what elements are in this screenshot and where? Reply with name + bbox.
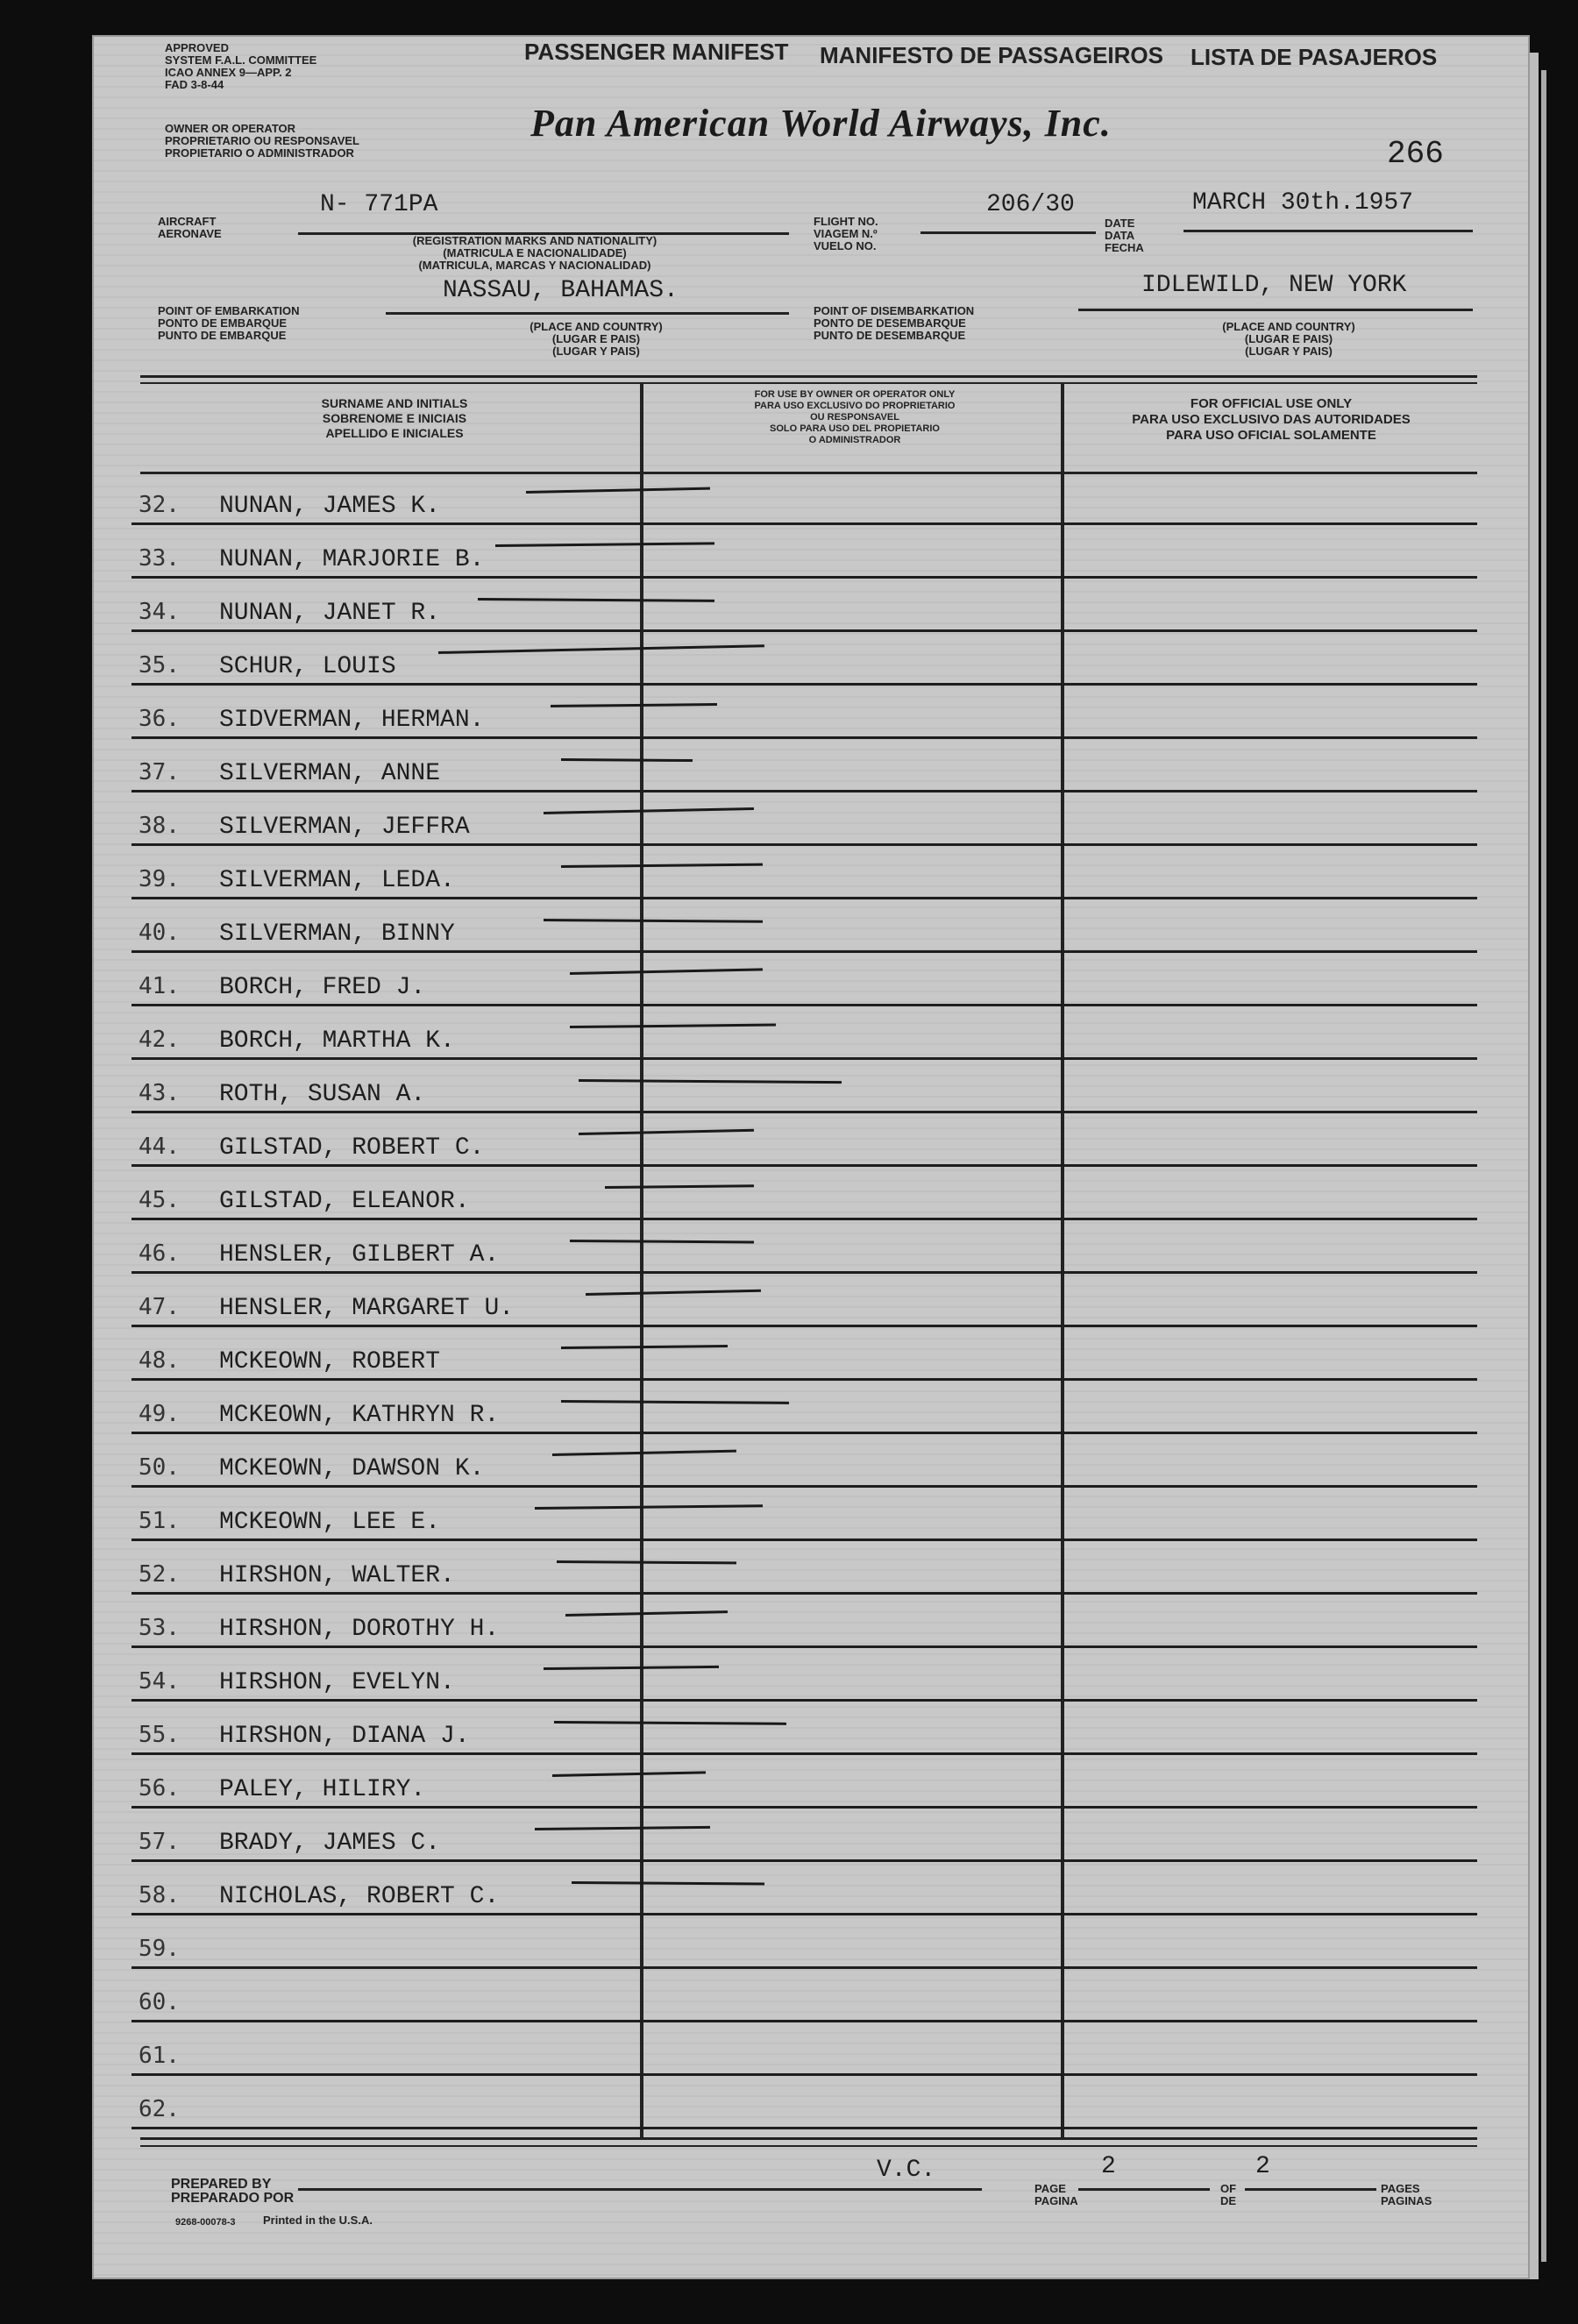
check-mark bbox=[570, 1024, 776, 1028]
of-value: 2 bbox=[1255, 2153, 1270, 2180]
embarkation-rule bbox=[386, 312, 789, 315]
passenger-name: HENSLER, GILBERT A. bbox=[219, 1241, 500, 1269]
passenger-name: HENSLER, MARGARET U. bbox=[219, 1295, 515, 1322]
passenger-number: 44. bbox=[139, 1134, 180, 1160]
header-manifesto: MANIFESTO DE PASSAGEIROS bbox=[820, 42, 1163, 68]
column-header-names: SURNAME AND INITIALS SOBRENOME E INICIAIS APELLIDO E INICIALES bbox=[321, 396, 468, 440]
table-row bbox=[132, 2076, 1477, 2129]
header-lista: LISTA DE PASAJEROS bbox=[1191, 44, 1438, 70]
table-row bbox=[132, 1167, 1477, 1220]
table-row bbox=[132, 1809, 1477, 1862]
passenger-number: 45. bbox=[139, 1187, 180, 1213]
passenger-number: 53. bbox=[139, 1615, 180, 1641]
row-rule bbox=[132, 2127, 1477, 2129]
table-row bbox=[132, 525, 1477, 579]
prepared-by-rule bbox=[298, 2188, 982, 2191]
disembarkation-value: IDLEWILD, NEW YORK bbox=[1141, 272, 1407, 299]
check-mark bbox=[535, 1826, 710, 1830]
passenger-number: 60. bbox=[139, 1989, 180, 2015]
passenger-number: 47. bbox=[139, 1294, 180, 1320]
passenger-name: HIRSHON, DOROTHY H. bbox=[219, 1616, 500, 1643]
disembarkation-label: POINT OF DISEMBARKATION PONTO DE DESEMBARQUE PUNTO DE DESEMBARQUE bbox=[814, 304, 975, 342]
passenger-number: 43. bbox=[139, 1080, 180, 1106]
passenger-number: 50. bbox=[139, 1454, 180, 1481]
approval-note: APPROVED SYSTEM F.A.L. COMMITTEE ICAO ANNEX 9—APP. 2 FAD 3-8-44 bbox=[165, 41, 317, 91]
passenger-number: 42. bbox=[139, 1027, 180, 1053]
check-mark bbox=[579, 1129, 754, 1135]
table-row bbox=[132, 899, 1477, 953]
table-row bbox=[132, 792, 1477, 846]
passenger-name: NICHOLAS, ROBERT C. bbox=[219, 1883, 500, 1910]
passenger-number: 32. bbox=[139, 492, 180, 518]
table-row bbox=[132, 739, 1477, 792]
page-rule bbox=[1078, 2188, 1210, 2191]
table-row bbox=[132, 1060, 1477, 1113]
passenger-number: 37. bbox=[139, 759, 180, 785]
check-mark bbox=[605, 1184, 754, 1189]
embarkation-value: NASSAU, BAHAMAS. bbox=[443, 277, 679, 304]
check-mark bbox=[495, 542, 714, 547]
table-row bbox=[132, 1434, 1477, 1488]
flight-label: FLIGHT NO. VIAGEM N.º VUELO NO. bbox=[814, 215, 878, 252]
check-mark bbox=[586, 1290, 761, 1296]
table-row bbox=[132, 1327, 1477, 1381]
check-mark bbox=[544, 1666, 719, 1670]
passenger-number: 59. bbox=[139, 1936, 180, 1962]
passenger-number: 34. bbox=[139, 599, 180, 625]
table-row bbox=[132, 1755, 1477, 1809]
passenger-name: NUNAN, MARJORIE B. bbox=[219, 546, 485, 573]
check-mark bbox=[552, 1771, 706, 1777]
check-mark bbox=[557, 1560, 736, 1564]
passenger-number: 61. bbox=[139, 2043, 180, 2069]
passenger-number: 52. bbox=[139, 1561, 180, 1588]
prepared-by-label: PREPARED BY PREPARADO POR bbox=[171, 2177, 295, 2206]
check-mark bbox=[579, 1079, 842, 1084]
page-stamp-number: 266 bbox=[1387, 136, 1444, 172]
table-row bbox=[132, 1113, 1477, 1167]
table-top-rule bbox=[140, 375, 1477, 378]
check-mark bbox=[526, 487, 710, 494]
table-top-rule-2 bbox=[140, 382, 1477, 384]
passenger-number: 51. bbox=[139, 1508, 180, 1534]
passenger-name: SIDVERMAN, HERMAN. bbox=[219, 707, 485, 734]
table-row bbox=[132, 1220, 1477, 1274]
passenger-name: MCKEOWN, ROBERT bbox=[219, 1348, 441, 1375]
embarkation-label: POINT OF EMBARKATION PONTO DE EMBARQUE PUNTO DE EMBARQUE bbox=[158, 304, 300, 342]
check-mark bbox=[561, 1345, 728, 1349]
date-label: DATE DATA FECHA bbox=[1105, 217, 1144, 254]
passenger-number: 49. bbox=[139, 1401, 180, 1427]
passenger-number: 46. bbox=[139, 1240, 180, 1267]
right-page-edge-2 bbox=[1541, 70, 1546, 2262]
passenger-name: SILVERMAN, BINNY bbox=[219, 920, 455, 948]
pages-label: PAGES PAGINAS bbox=[1381, 2182, 1432, 2207]
passenger-number: 36. bbox=[139, 706, 180, 732]
aircraft-label: AIRCRAFT AERONAVE bbox=[158, 215, 222, 240]
table-row bbox=[132, 1969, 1477, 2022]
check-mark bbox=[535, 1504, 763, 1510]
passenger-number: 35. bbox=[139, 652, 180, 679]
table-bottom-rule bbox=[140, 2137, 1477, 2140]
passenger-number: 38. bbox=[139, 813, 180, 839]
passenger-number: 33. bbox=[139, 545, 180, 572]
check-mark bbox=[544, 919, 763, 923]
check-mark bbox=[438, 644, 764, 654]
table-row bbox=[132, 632, 1477, 686]
check-mark bbox=[565, 1610, 728, 1617]
passenger-name: SILVERMAN, LEDA. bbox=[219, 867, 455, 894]
passenger-name: HIRSHON, EVELYN. bbox=[219, 1669, 455, 1696]
prepared-by-value: V.C. bbox=[877, 2157, 936, 2184]
company-name: Pan American World Airways, Inc. bbox=[530, 102, 1112, 145]
passenger-number: 58. bbox=[139, 1882, 180, 1908]
passenger-name: HIRSHON, WALTER. bbox=[219, 1562, 455, 1589]
table-row bbox=[132, 1702, 1477, 1755]
passenger-name: SILVERMAN, JEFFRA bbox=[219, 814, 470, 841]
table-row bbox=[132, 1488, 1477, 1541]
table-row bbox=[132, 1541, 1477, 1595]
printed-note: Printed in the U.S.A. bbox=[263, 2214, 373, 2227]
disembarkation-rule bbox=[1078, 309, 1473, 311]
table-row bbox=[132, 1274, 1477, 1327]
page-label: PAGE PAGINA bbox=[1034, 2182, 1078, 2207]
check-mark bbox=[572, 1881, 764, 1886]
passenger-number: 62. bbox=[139, 2096, 180, 2122]
passenger-name: SCHUR, LOUIS bbox=[219, 653, 396, 680]
passenger-name: SILVERMAN, ANNE bbox=[219, 760, 441, 787]
column-header-official: FOR OFFICIAL USE ONLY PARA USO EXCLUSIVO DAS AUTORIDADES PARA USO OFICIAL SOLAMENTE bbox=[1132, 396, 1411, 443]
date-rule bbox=[1184, 230, 1473, 232]
passenger-number: 56. bbox=[139, 1775, 180, 1802]
check-mark bbox=[478, 598, 714, 602]
table-row bbox=[132, 1648, 1477, 1702]
passenger-name: PALEY, HILIRY. bbox=[219, 1776, 426, 1803]
passenger-name: BRADY, JAMES C. bbox=[219, 1830, 441, 1857]
passenger-name: GILSTAD, ROBERT C. bbox=[219, 1134, 485, 1162]
embarkation-caption: (PLACE AND COUNTRY) (LUGAR E PAIS) (LUGAR Y PAIS) bbox=[530, 320, 663, 358]
check-mark bbox=[552, 1450, 736, 1456]
passenger-name: BORCH, MARTHA K. bbox=[219, 1027, 455, 1055]
table-row bbox=[132, 472, 1477, 525]
flight-rule bbox=[920, 231, 1096, 234]
passenger-name: BORCH, FRED J. bbox=[219, 974, 426, 1001]
passenger-number: 57. bbox=[139, 1829, 180, 1855]
passenger-name: NUNAN, JANET R. bbox=[219, 600, 441, 627]
passenger-name: ROTH, SUSAN A. bbox=[219, 1081, 426, 1108]
passenger-number: 39. bbox=[139, 866, 180, 892]
passenger-number: 40. bbox=[139, 920, 180, 946]
table-row bbox=[132, 2022, 1477, 2076]
column-header-owner: FOR USE BY OWNER OR OPERATOR ONLY PARA USO EXCLUSIVO DO PROPRIETARIO OU RESPONSAVEL SOLO PARA USO DEL PROPIETARIO O ADMINISTRADOR bbox=[754, 389, 956, 445]
check-mark bbox=[544, 807, 754, 814]
check-mark bbox=[570, 968, 763, 975]
passenger-name: MCKEOWN, LEE E. bbox=[219, 1509, 441, 1536]
table-row bbox=[132, 1595, 1477, 1648]
check-mark bbox=[561, 864, 763, 868]
of-rule bbox=[1245, 2188, 1376, 2191]
table-row bbox=[132, 579, 1477, 632]
table-bottom-rule-2 bbox=[140, 2145, 1477, 2147]
registration-caption: (REGISTRATION MARKS AND NATIONALITY) (MATRICULA E NACIONALIDADE) (MATRICULA, MARCAS Y NACIONALIDAD) bbox=[412, 234, 658, 272]
passenger-name: GILSTAD, ELEANOR. bbox=[219, 1188, 470, 1215]
date-value: MARCH 30th.1957 bbox=[1192, 189, 1414, 217]
check-mark bbox=[551, 703, 717, 707]
check-mark bbox=[570, 1240, 754, 1243]
passenger-name: HIRSHON, DIANA J. bbox=[219, 1723, 470, 1750]
table-row bbox=[132, 953, 1477, 1006]
table-row bbox=[132, 846, 1477, 899]
table-row bbox=[132, 1006, 1477, 1060]
passenger-name: MCKEOWN, KATHRYN R. bbox=[219, 1402, 500, 1429]
passenger-number: 48. bbox=[139, 1347, 180, 1374]
passenger-name: MCKEOWN, DAWSON K. bbox=[219, 1455, 485, 1482]
table-row bbox=[132, 1915, 1477, 1969]
check-mark bbox=[554, 1721, 786, 1725]
table-row bbox=[132, 1862, 1477, 1915]
header-passenger-manifest: PASSENGER MANIFEST bbox=[524, 39, 789, 65]
passenger-number: 41. bbox=[139, 973, 180, 999]
right-page-edge bbox=[1530, 53, 1539, 2279]
owner-label: OWNER OR OPERATOR PROPRIETARIO OU RESPONSAVEL PROPIETARIO O ADMINISTRADOR bbox=[165, 122, 359, 160]
passenger-name: NUNAN, JAMES K. bbox=[219, 493, 441, 520]
table-row bbox=[132, 1381, 1477, 1434]
disembarkation-caption: (PLACE AND COUNTRY) (LUGAR E PAIS) (LUGAR Y PAIS) bbox=[1222, 320, 1355, 358]
check-mark bbox=[561, 1400, 789, 1404]
passenger-number: 54. bbox=[139, 1668, 180, 1695]
form-number: 9268-00078-3 bbox=[175, 2217, 236, 2228]
check-mark bbox=[561, 758, 693, 762]
passenger-number: 55. bbox=[139, 1722, 180, 1748]
of-label: OF DE bbox=[1220, 2182, 1237, 2207]
page-value: 2 bbox=[1101, 2153, 1116, 2180]
table-row bbox=[132, 686, 1477, 739]
aircraft-value: N- 771PA bbox=[320, 191, 438, 218]
flight-value: 206/30 bbox=[986, 191, 1075, 218]
